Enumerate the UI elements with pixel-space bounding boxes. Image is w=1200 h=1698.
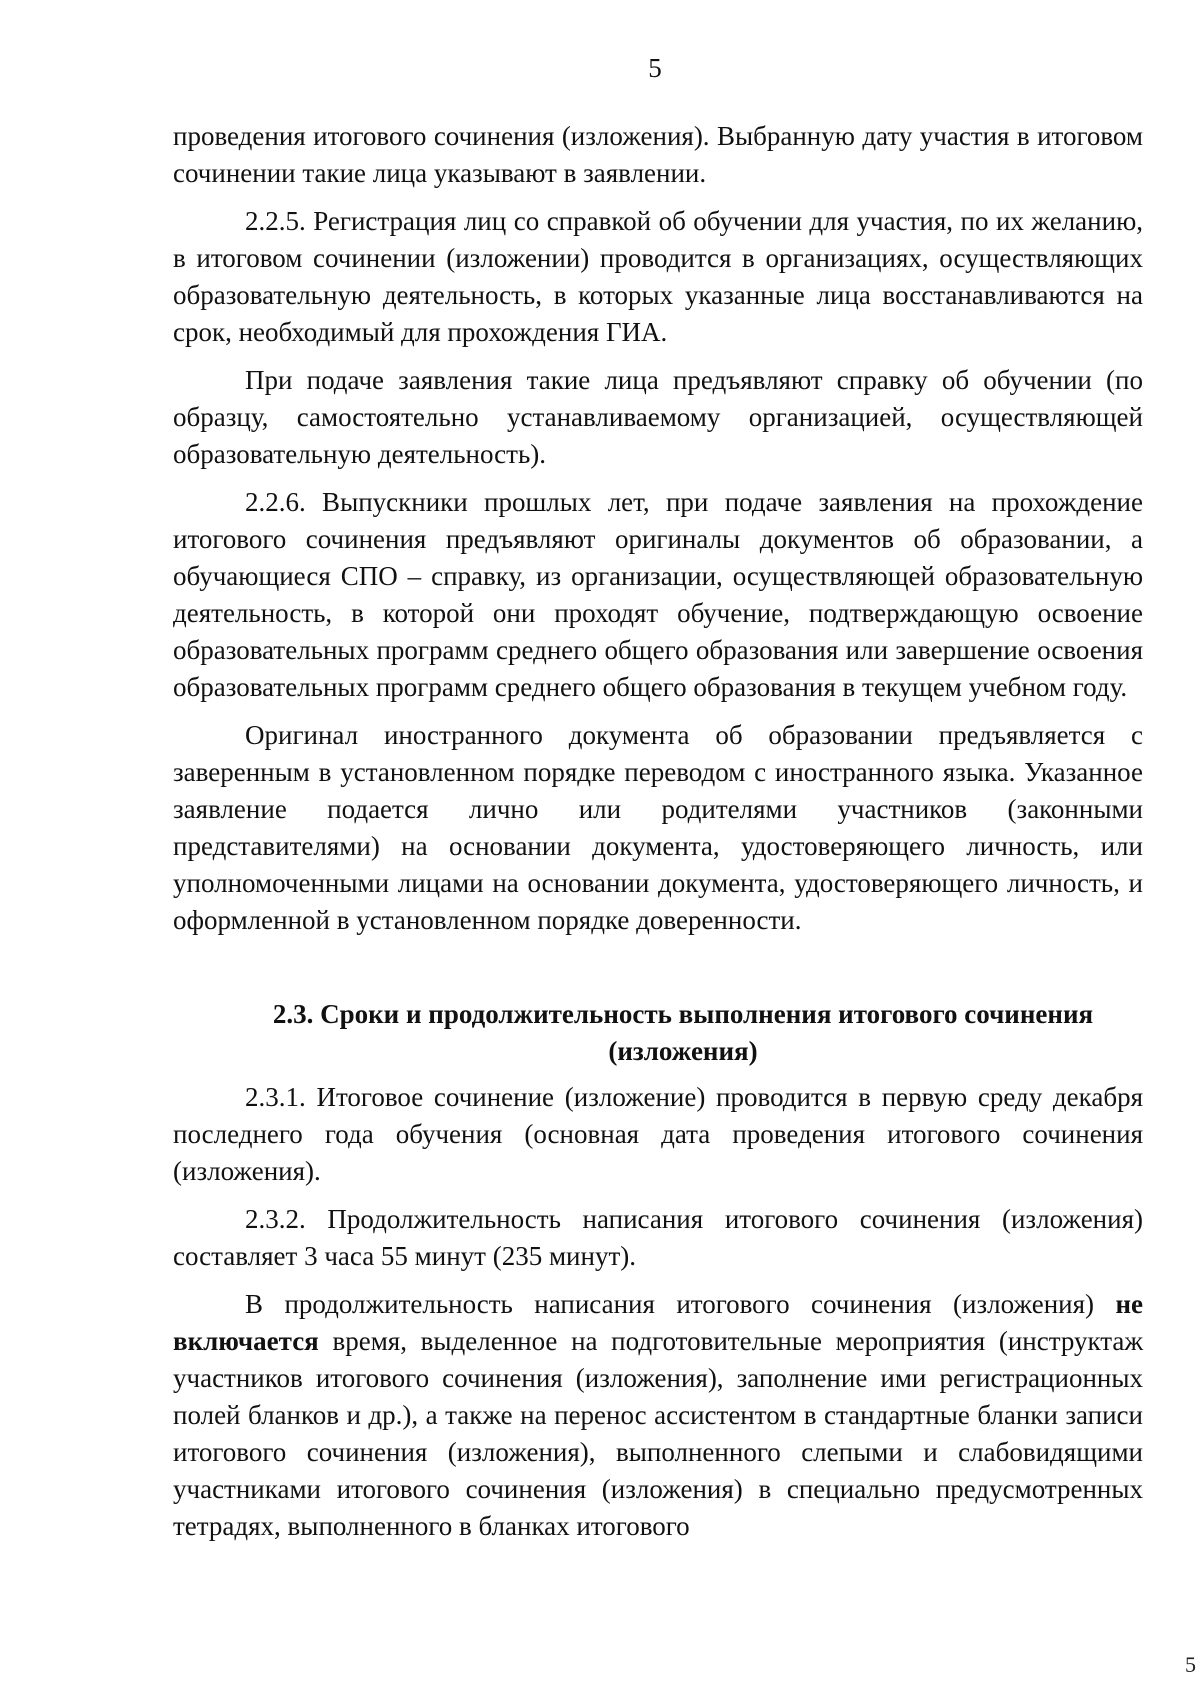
- section-heading-2-3: [173, 996, 1143, 1070]
- paragraph-2-3-1: 2.3.1. Итоговое сочинение (изложение) проводится в первую среду декабря последнего года обучения (основная дата проведения итогового сочинения (изложения).: [173, 1082, 1143, 1186]
- paragraph-continuation: проведения итогового сочинения (изложения). Выбранную дату участия в итоговом сочинении такие лица указывают в заявлении.: [173, 121, 1143, 188]
- paragraph-duration-exclusions: [173, 1286, 1143, 1545]
- section-heading-line1: 2.3. Сроки и продолжительность выполнения итогового сочинения: [272, 999, 1094, 1029]
- paragraph-certificate: При подаче заявления такие лица предъявляют справку об обучении (по образцу, самостоятельно устанавливаемому организацией, осуществляющей образовательную деятельность).: [173, 365, 1143, 469]
- paragraph-2-2-5: 2.2.5. Регистрация лиц со справкой об обучении для участия, по их желанию, в итоговом сочинении (изложении) проводится в организациях, осуществляющих образовательную деятельность, в которых указанные лица восстанавливаются на срок, необходимый для прохождения ГИА.: [173, 206, 1143, 347]
- corner-page-mark: 5: [1185, 1652, 1196, 1677]
- page-number: 5: [648, 53, 662, 83]
- section-heading-line2: (изложения): [608, 1036, 758, 1066]
- paragraph-2-2-6: 2.2.6. Выпускники прошлых лет, при подаче заявления на прохождение итогового сочинения предъявляют оригиналы документов об образовании, а обучающиеся СПО – справку, из организации, осуществляющей образовательную деятельность, в которой они проходят обучение, подтверждающую освоение образовательных программ среднего общего образования или завершение освоения образовательных программ среднего общего образования в текущем учебном году.: [173, 487, 1143, 702]
- paragraph-foreign-document: Оригинал иностранного документа об образовании предъявляется с заверенным в установленном порядке переводом с иностранного языка. Указанное заявление подается лично или родителями участников (законными представителями) на основании документа, удостоверяющего личность, или уполномоченными лицами на основании документа, удостоверяющего личность, и оформленной в установленном порядке доверенности.: [173, 720, 1143, 935]
- document-body: [173, 118, 1143, 1545]
- paragraph-2-3-2: 2.3.2. Продолжительность написания итогового сочинения (изложения) составляет 3 часа 55 минут (235 минут).: [173, 1204, 1143, 1271]
- emphasis-not-included: не включается: [173, 1289, 1143, 1356]
- paragraph-duration-rest: время, выделенное на подготовительные мероприятия (инструктаж участников итогового сочинения (изложения), заполнение ими регистрационных полей бланков и др.), а также на перенос ассистентом в стандартные бланки записи итогового сочинения (изложения), выполненного слепыми и слабовидящими участниками итогового сочинения (изложения) в специально предусмотренных тетрадях, выполненного в бланках итогового: [173, 1326, 1143, 1541]
- paragraph-duration-start: В продолжительность написания итогового сочинения (изложения): [245, 1289, 1116, 1319]
